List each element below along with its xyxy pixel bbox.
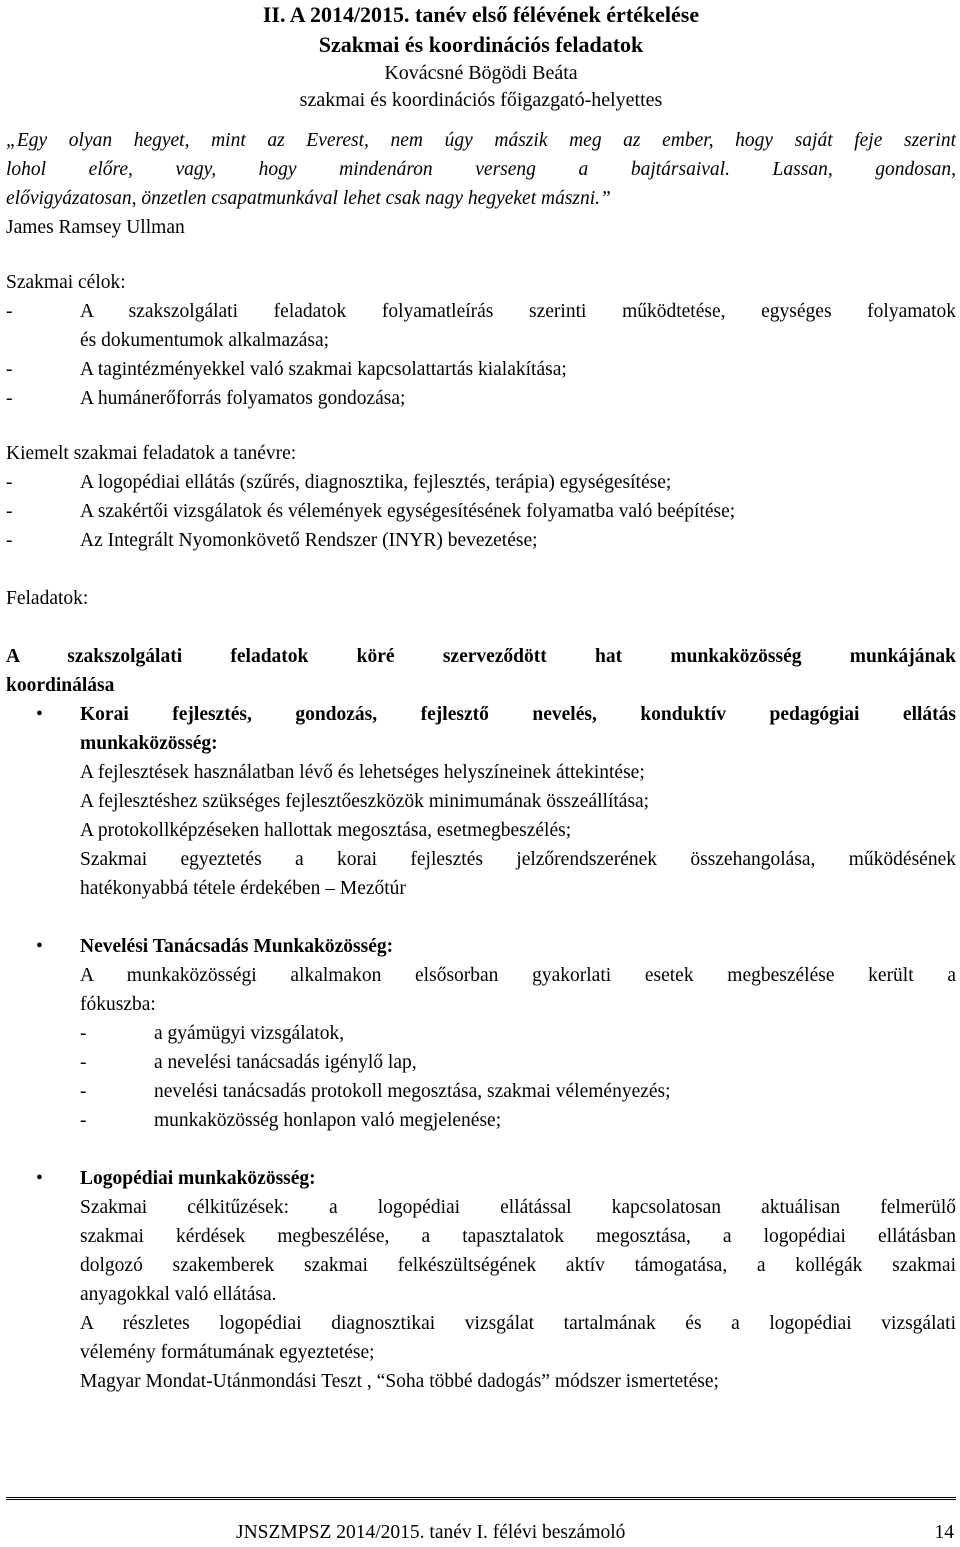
author-name: Kovácsné Bögödi Beáta bbox=[384, 62, 578, 84]
workgroup-line: hatékonyabbá tétele érdekében – Mezőtúr bbox=[80, 878, 406, 899]
list-item: - a nevelési tanácsadás igénylő lap, bbox=[80, 1052, 417, 1073]
dash-marker: - bbox=[6, 388, 13, 409]
page-title: II. A 2014/2015. tanév első félévének értékelése bbox=[262, 2, 700, 27]
workgroup-line: A fejlesztések használatban lévő és lehetséges helyszíneinek áttekintése; bbox=[80, 762, 645, 783]
workgroup-line: anyagokkal való ellátása. bbox=[80, 1284, 277, 1305]
list-item: - A szakszolgálati feladatok folyamatleírás szerinti működtetése, egységes folyamatok bbox=[6, 297, 956, 326]
list-item: - A tagintézményekkel való szakmai kapcsolattartás kialakítása; bbox=[6, 355, 956, 384]
goals-list bbox=[6, 297, 956, 413]
list-item: - A logopédiai ellátás (szűrés, diagnosztika, fejlesztés, terápia) egységesítése; bbox=[6, 468, 956, 497]
workgroup-line: Szakmai célkitűzések: a logopédiai ellátással kapcsolatosan aktuálisan felmerülő bbox=[80, 1197, 956, 1218]
highlighted-heading: Kiemelt szakmai feladatok a tanévre: bbox=[6, 443, 297, 464]
workgroup-early-development bbox=[6, 700, 956, 903]
workgroup-intro: A munkaközösségi alkalmakon elsősorban gyakorlati esetek megbeszélése került a bbox=[80, 965, 956, 986]
workgroup-counselling bbox=[6, 932, 956, 1135]
document-page bbox=[6, 0, 956, 1396]
dash-marker: - bbox=[6, 530, 13, 551]
list-item-continuation: és dokumentumok alkalmazása; bbox=[80, 330, 330, 351]
workgroup-line: vélemény formátumának egyeztetése; bbox=[80, 1342, 375, 1363]
list-item: - nevelési tanácsadás protokoll megosztása, szakmai véleményezés; bbox=[80, 1081, 671, 1102]
tasks-heading: Feladatok: bbox=[6, 588, 89, 609]
list-item: - a gyámügyi vizsgálatok, bbox=[80, 1023, 345, 1044]
workgroup-line: A protokollképzéseken hallottak megosztása, esetmegbeszélés; bbox=[80, 820, 572, 841]
dash-marker: - bbox=[6, 359, 13, 380]
bullet-marker: • bbox=[36, 1168, 43, 1189]
bullet-marker: • bbox=[36, 936, 43, 957]
quote-line: elővigyázatosan, önzetlen csapatmunkával lehet csak nagy hegyeket mászni.” bbox=[6, 188, 611, 209]
workgroup-line: szakmai kérdések megbeszélése, a tapasztalatok megosztása, a logopédiai ellátásban bbox=[80, 1226, 956, 1247]
workgroup-line: Szakmai egyeztetés a korai fejlesztés jelzőrendszerének összehangolása, működésének bbox=[80, 849, 956, 870]
list-item: - Az Integrált Nyomonkövető Rendszer (INYR) bevezetése; bbox=[6, 526, 956, 555]
page-number: 14 bbox=[934, 1522, 954, 1543]
workgroup-title: Nevelési Tanácsadás Munkaközösség: bbox=[80, 936, 394, 957]
tasks-intro: A szakszolgálati feladatok köré szerveződött hat munkaközösség munkájának koordinálása bbox=[6, 646, 956, 696]
workgroup-line: dolgozó szakemberek szakmai felkészültségének aktív támogatása, a kollégák szakmai bbox=[80, 1255, 956, 1276]
list-item: - A szakértői vizsgálatok és vélemények egységesítésének folyamatba való beépítése; bbox=[6, 497, 956, 526]
document-header bbox=[6, 0, 956, 114]
workgroup-title: Logopédiai munkaközösség: bbox=[80, 1168, 316, 1189]
quote-line: „Egy olyan hegyet, mint az Everest, nem úgy mászik meg az ember, hogy saját feje szerint bbox=[6, 130, 956, 151]
section-subtitle: Szakmai és koordinációs feladatok bbox=[318, 32, 644, 57]
dash-marker: - bbox=[6, 501, 13, 522]
dash-marker: - bbox=[6, 472, 13, 493]
list-item: - A humánerőforrás folyamatos gondozása; bbox=[6, 384, 956, 413]
workgroup-line: A részletes logopédiai diagnosztikai vizsgálat tartalmának és a logopédiai vizsgálati bbox=[80, 1313, 956, 1334]
highlighted-list bbox=[6, 468, 956, 555]
footer-text: JNSZMPSZ 2014/2015. tanév I. félévi beszámoló bbox=[236, 1522, 626, 1543]
bullet-marker: • bbox=[36, 704, 43, 725]
author-role: szakmai és koordinációs főigazgató-helyettes bbox=[299, 89, 663, 111]
workgroup-line: A fejlesztéshez szükséges fejlesztőeszközök minimumának összeállítása; bbox=[80, 791, 650, 812]
page-footer bbox=[6, 1497, 956, 1543]
quote-line: lohol előre, vagy, hogy mindenáron verseng a bajtársaival. Lassan, gondosan, bbox=[6, 159, 956, 180]
workgroup-line: Magyar Mondat-Utánmondási Teszt , “Soha többé dadogás” módszer ismertetése; bbox=[80, 1371, 719, 1392]
quote-author: James Ramsey Ullman bbox=[6, 217, 185, 238]
workgroup-intro: fókuszba: bbox=[80, 994, 156, 1015]
workgroup-title: munkaközösség: bbox=[80, 733, 218, 754]
goals-heading: Szakmai célok: bbox=[6, 272, 126, 293]
motto-quote bbox=[6, 126, 956, 213]
workgroup-speech-therapy bbox=[6, 1164, 956, 1396]
list-item: - munkaközösség honlapon való megjelenése; bbox=[80, 1110, 502, 1131]
dash-marker: - bbox=[6, 301, 13, 322]
workgroup-title: Korai fejlesztés, gondozás, fejlesztő nevelés, konduktív pedagógiai ellátás bbox=[80, 704, 956, 725]
